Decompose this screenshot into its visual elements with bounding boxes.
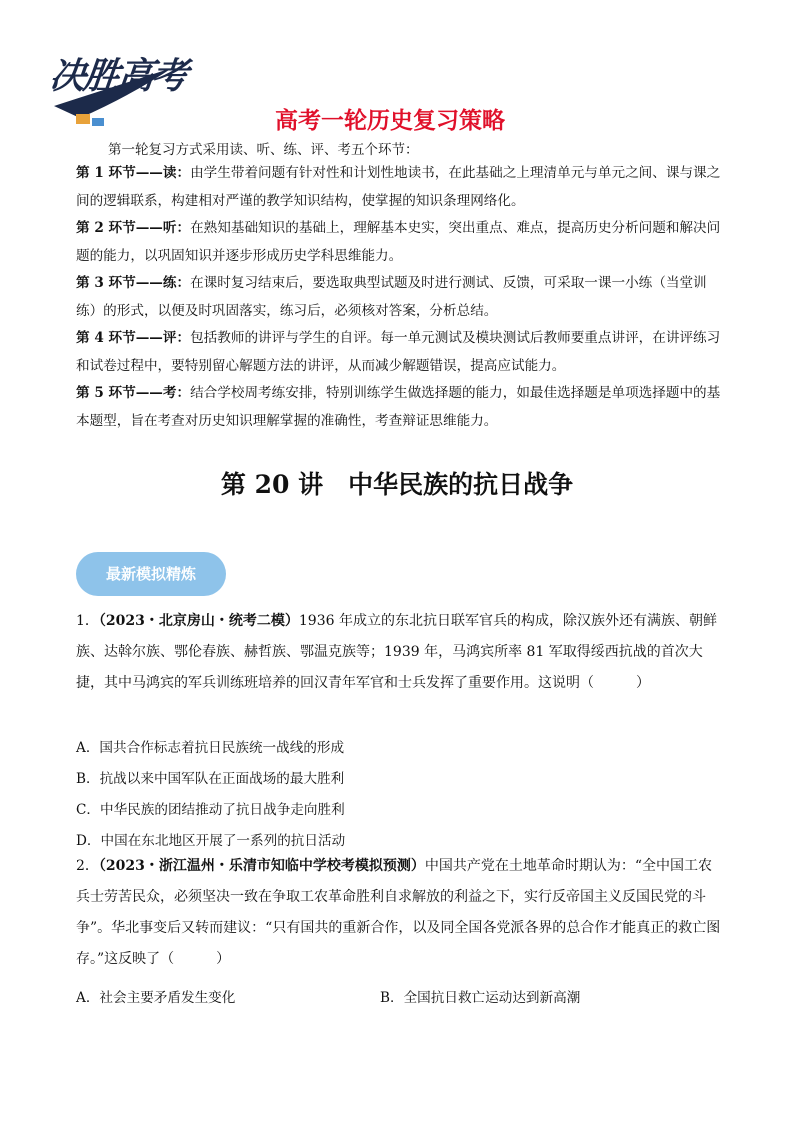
- option-a: A．国共合作标志着抗日民族统一战线的形成: [76, 740, 345, 756]
- step-1: [76, 160, 726, 215]
- option-b: B．全国抗日救亡运动达到新高潮: [380, 990, 581, 1006]
- option-b: B．抗战以来中国军队在正面战场的最大胜利: [76, 771, 345, 787]
- question-stem: 1936 年成立的东北抗日联军官兵的构成，除汉族外还有满族、朝鲜族、达斡尔族、鄂伦春族、赫哲族、鄂温克族等；1939 年，马鸿宾所率 81 军取得绥西抗战的首次大捷，其中马鸿宾的军兵训练班培养的回汉青年军官和士兵发挥了重要作用。这说明（ ）: [76, 613, 717, 691]
- option-c: C．中华民族的团结推动了抗日战争走向胜利: [76, 802, 345, 818]
- question-number: 2．: [76, 858, 99, 874]
- step-5: [76, 380, 726, 435]
- question-source: （2023・北京房山・统考二模）: [98, 613, 299, 629]
- step-4: [76, 325, 726, 380]
- step-label: 第 5 环节——考：: [76, 385, 191, 401]
- step-label: 第 1 环节——读：: [76, 165, 191, 181]
- logo-swoosh-icon: [50, 48, 180, 138]
- step-3: [76, 270, 726, 325]
- step-2: [76, 215, 726, 270]
- intro-text: 第一轮复习方式采用读、听、练、评、考五个环节：: [108, 142, 419, 158]
- step-label: 第 4 环节——评：: [76, 330, 191, 346]
- step-text: 在课时复习结束后，要选取典型试题及时进行测试、反馈，可采取一课一小练（当堂训练）的形式，以便及时巩固落实，练习后，必须核对答案，分析总结。: [76, 275, 707, 319]
- step-label: 第 3 环节——练：: [76, 275, 191, 291]
- step-text: 由学生带着问题有针对性和计划性地读书，在此基础之上理清单元与单元之间、课与课之间的逻辑联系，构建相对严谨的教学知识结构，使掌握的知识条理网络化。: [76, 165, 721, 209]
- step-text: 在熟知基础知识的基础上，理解基本史实，突出重点、难点，提高历史分析问题和解决问题的能力，以巩固知识并逐步形成历史学科思维能力。: [76, 220, 721, 264]
- step-text: 包括教师的讲评与学生的自评。每一单元测试及模块测试后教师要重点讲评，在讲评练习和试卷过程中，要特别留心解题方法的讲评，从而减少解题错误，提高应试能力。: [76, 330, 721, 374]
- option-a: A．社会主要矛盾发生变化: [76, 990, 236, 1006]
- doc-title: 高考一轮历史复习策略: [275, 108, 505, 134]
- step-text: 结合学校周考练安排，特别训练学生做选择题的能力，如最佳选择题是单项选择题中的基本题型，旨在考查对历史知识理解掌握的准确性，考查辩证思维能力。: [76, 385, 721, 429]
- question-number: 1．: [76, 613, 99, 629]
- question-2: [76, 851, 726, 975]
- option-d: D．中国在东北地区开展了一系列的抗日活动: [76, 833, 346, 849]
- logo-text: 决胜高考: [47, 56, 188, 97]
- question-1: [76, 606, 726, 699]
- lecture-title: 第 20 讲 中华民族的抗日战争: [220, 470, 574, 499]
- section-badge: 最新模拟精炼: [76, 552, 226, 596]
- logo: [47, 48, 188, 138]
- question-source: （2023・浙江温州・乐清市知临中学校考模拟预测）: [98, 858, 425, 874]
- step-label: 第 2 环节——听：: [76, 220, 191, 236]
- question-stem: 中国共产党在土地革命时期认为：“全中国工农兵士劳苦民众，必须坚决一致在争取工农革命胜利自求解放的利益之下，实行反帝国主义反国民党的斗争”。华北事变后又转而建议：“只有国共的重新合作，以及同全国各党派各界的总合作才能真正的救亡图存。”这反映了（ ）: [76, 858, 721, 967]
